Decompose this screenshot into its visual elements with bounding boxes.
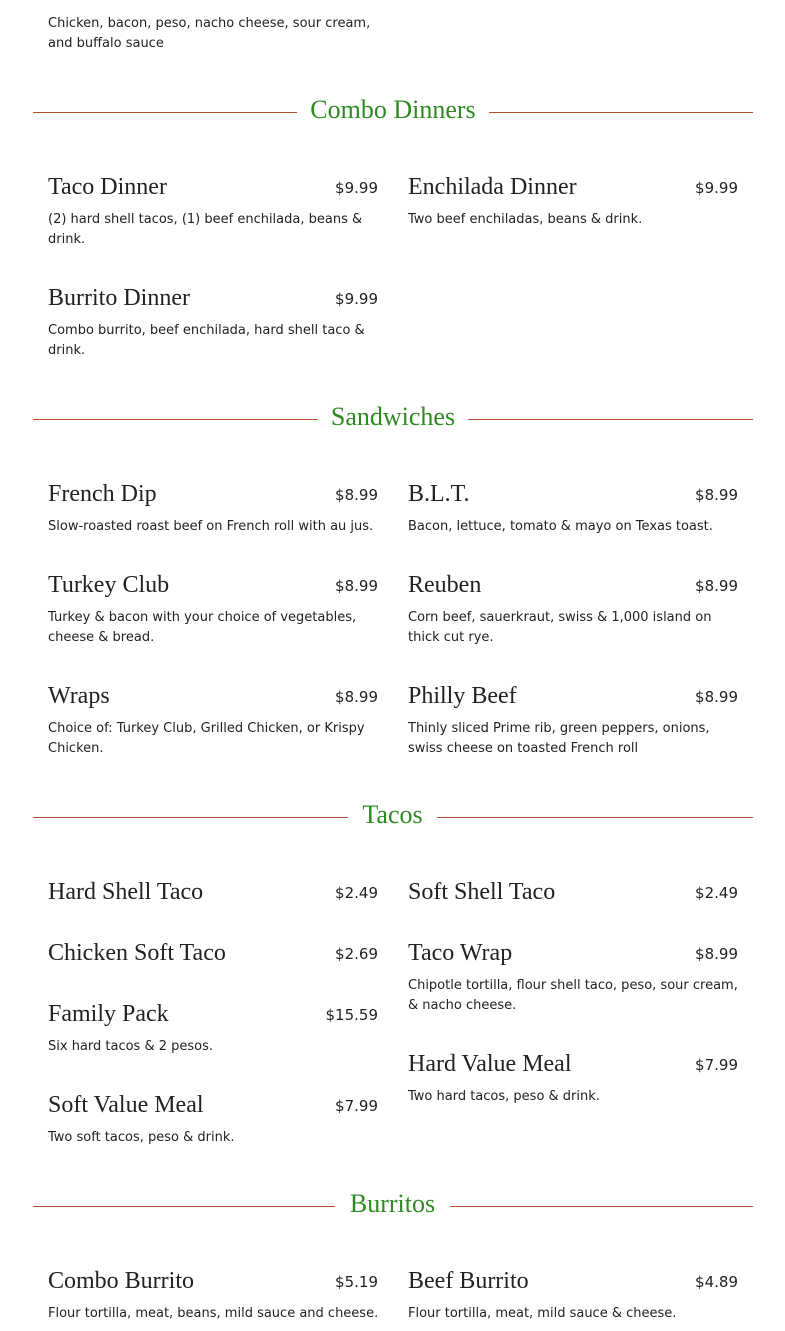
menu-item-description: Slow-roasted roast beef on French roll with au jus. (48, 519, 374, 534)
menu-item-name: Reuben (408, 572, 482, 598)
menu-item-name: B.L.T. (408, 481, 470, 507)
menu-item-description: (2) hard shell tacos, (1) beef enchilada, beans & drink. (48, 212, 363, 247)
menu-item-name: Turkey Club (48, 572, 170, 598)
menu-item-name: Beef Burrito (408, 1268, 529, 1294)
menu-item-description: Combo burrito, beef enchilada, hard shell taco & drink. (48, 323, 365, 358)
section-title-tacos: Tacos (362, 800, 423, 829)
menu-item-description: Two soft tacos, peso & drink. (48, 1130, 235, 1145)
menu-item-name: Family Pack (48, 1001, 169, 1027)
menu-item-name: Philly Beef (408, 683, 517, 709)
menu-item-price: $5.19 (335, 1273, 378, 1291)
menu-item-price: $8.99 (695, 945, 738, 963)
menu-item-name: Combo Burrito (48, 1268, 195, 1294)
menu-item-price: $2.49 (695, 884, 738, 902)
menu-item-description: Six hard tacos & 2 pesos. (48, 1039, 214, 1054)
section-title-burritos: Burritos (349, 1189, 436, 1218)
menu-item-price: $7.99 (335, 1097, 378, 1115)
menu-item-price: $8.99 (695, 577, 738, 595)
menu-item-description: Thinly sliced Prime rib, green peppers, onions, swiss cheese on toasted French roll (408, 721, 710, 756)
menu-item-name: Soft Shell Taco (408, 879, 556, 905)
menu-item-price: $8.99 (335, 577, 378, 595)
menu-item-price: $9.99 (695, 179, 738, 197)
menu-item-price: $15.59 (325, 1006, 378, 1024)
section-divider-left (33, 1206, 335, 1207)
menu-item-price: $8.99 (335, 688, 378, 706)
menu-item-description: Two beef enchiladas, beans & drink. (408, 212, 643, 227)
section-title-sandwiches: Sandwiches (330, 402, 456, 431)
menu-item-description: Chipotle tortilla, flour shell taco, peso, sour cream, & nacho cheese. (408, 978, 738, 1013)
section-divider-right (489, 112, 753, 113)
menu-item-price: $2.49 (335, 884, 378, 902)
section-divider-left (33, 419, 318, 420)
menu-item-description: Flour tortilla, meat, mild sauce & cheese. (408, 1306, 677, 1321)
menu-item-name: Soft Value Meal (48, 1092, 204, 1118)
menu-item-description: Turkey & bacon with your choice of vegetables, cheese & bread. (48, 610, 357, 645)
menu-item-name: Enchilada Dinner (408, 174, 577, 200)
section-divider-right (437, 817, 753, 818)
menu-item-price: $2.69 (335, 945, 378, 963)
menu-item-name: Taco Dinner (48, 174, 167, 200)
menu-item-description: Choice of: Turkey Club, Grilled Chicken, or Krispy Chicken. (48, 721, 365, 756)
menu-item-price: $9.99 (335, 290, 378, 308)
menu-item-name: Chicken Soft Taco (48, 940, 226, 966)
menu-item-price: $4.89 (695, 1273, 738, 1291)
menu-item-price: $9.99 (335, 179, 378, 197)
top-item-description: Chicken, bacon, peso, nacho cheese, sour cream, and buffalo sauce (48, 16, 371, 51)
section-divider-left (33, 112, 297, 113)
menu-item-description: Flour tortilla, meat, beans, mild sauce and cheese. (48, 1306, 379, 1321)
menu-item-name: Hard Value Meal (408, 1051, 572, 1077)
menu-item-price: $8.99 (695, 486, 738, 504)
menu-item-name: Burrito Dinner (48, 285, 190, 311)
section-divider-left (33, 817, 348, 818)
menu-item-price: $8.99 (695, 688, 738, 706)
menu-item-description: Corn beef, sauerkraut, swiss & 1,000 island on thick cut rye. (408, 610, 712, 645)
menu-item-name: Taco Wrap (408, 940, 513, 966)
menu-item-price: $7.99 (695, 1056, 738, 1074)
menu-item-name: Wraps (48, 683, 110, 709)
section-title-combo-dinners: Combo Dinners (310, 95, 476, 124)
menu-item-name: French Dip (48, 481, 157, 507)
menu-item-name: Hard Shell Taco (48, 879, 204, 905)
section-divider-right (468, 419, 753, 420)
section-divider-right (450, 1206, 753, 1207)
menu-item-description: Bacon, lettuce, tomato & mayo on Texas toast. (408, 519, 713, 534)
menu-item-description: Two hard tacos, peso & drink. (408, 1089, 600, 1104)
menu-item-price: $8.99 (335, 486, 378, 504)
